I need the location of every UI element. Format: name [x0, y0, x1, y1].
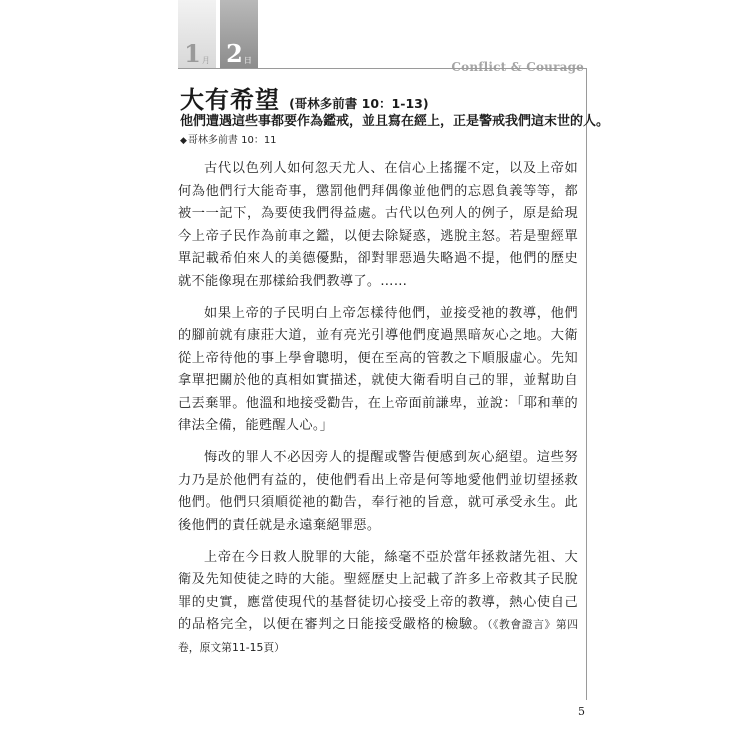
- day-tab: [220, 0, 258, 68]
- paragraph-text: 悔改的罪人不必因旁人的提醒或警告便感到灰心絕望。這些努力乃是於他們有益的，使他們看出上帝是何等地愛他們並切望拯救他們。他們只須順從祂的勸告，奉行祂的旨意，就可承受永生。此後他們的責任就是永遠棄絕罪惡。: [178, 450, 578, 533]
- paragraph-3: [178, 447, 578, 537]
- diamond-icon: ◆: [180, 136, 187, 146]
- scripture-reference: (哥林多前書 10：1-13): [289, 96, 429, 111]
- paragraph-4: [178, 547, 578, 660]
- paragraph-text: 上帝在今日救人脫罪的大能，絲毫不亞於當年拯救諸先祖、大衛及先知使徒之時的大能。聖經歷史上記載了許多上帝救其子民脫罪的史實，應當使現代的基督徒切心接受上帝的教導，熱心使自己的品格完全，以便在審判之日能接受嚴格的檢驗。: [178, 549, 578, 632]
- key-verse-reference: 哥林多前書 10：11: [187, 135, 277, 146]
- key-verse-reference-line: [180, 131, 277, 146]
- month-unit: 月: [201, 56, 210, 65]
- page-title: 大有希望: [180, 86, 280, 114]
- running-head: Conflict & Courage: [451, 60, 584, 74]
- key-verse: 他們遭遇這些事都要作為鑑戒，並且寫在經上，正是警戒我們這末世的人。: [180, 114, 610, 129]
- paragraph-1: [178, 158, 578, 293]
- month-tab: [178, 0, 216, 68]
- source-citation: （《教會證言》第四卷，原文第11-15頁）: [178, 618, 578, 654]
- body-text: [178, 158, 578, 669]
- paragraph-2: [178, 303, 578, 438]
- paragraph-text: 古代以色列人如何忽天尤人、在信心上搖擺不定，以及上帝如何為他們行大能奇事，懲罰他們拜偶像並他們的忘恩負義等等，都被一一記下，為要使我們得益處。古代以色列人的例子，原是給現今上帝子民作為前車之鑑，以便去除疑惑，逃脫主怒。若是聖經單單記載希伯來人的美德優點，卻對罪惡過失略過不提，他們的歷史就不能像現在那樣給我們教導了。……: [178, 161, 578, 289]
- day-number: 2: [226, 39, 243, 68]
- side-rule: [586, 68, 587, 700]
- month-number: 1: [184, 39, 201, 68]
- page-number: 5: [578, 705, 585, 718]
- header-rule: [178, 68, 586, 69]
- paragraph-text: 如果上帝的子民明白上帝怎樣待他們，並接受祂的教導，他們的腳前就有康莊大道，並有亮光引導他們度過黑暗灰心之地。大衛從上帝待他的事上學會聰明，便在至高的管教之下順服虛心。先知拿單把關於他的真相如實描述，就使大衛看明自己的罪，並幫助自己丟棄罪。他溫和地接受勸告，在上帝面前謙卑，並說：「耶和華的律法全備，能甦醒人心。」: [178, 305, 578, 433]
- day-unit: 日: [243, 56, 252, 65]
